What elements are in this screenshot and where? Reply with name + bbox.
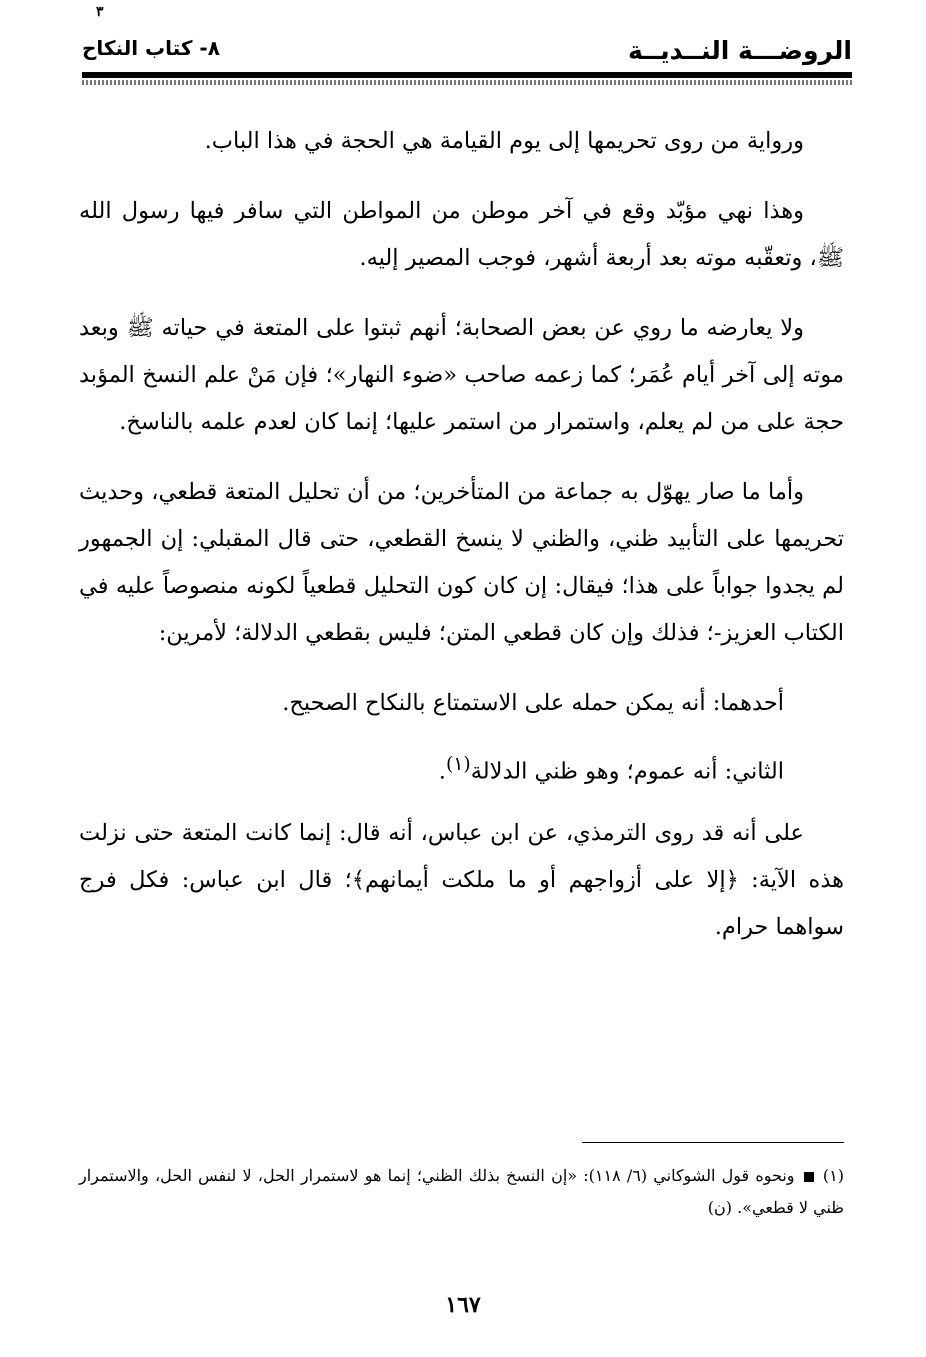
point-first: أحدهما: أنه يمكن حمله على الاستمتاع بالنكاح الصحيح. (282, 690, 784, 716)
paragraph: وأما ما صار يهوّل به جماعة من المتأخرين؛ من أن تحليل المتعة قطعي، وحديث تحريمها على التأبيد ظني، والظني لا ينسخ القطعي، حتى قال المقبلي: إن الجمهور لم يجدوا جواباً على هذا؛ فيقال: إن كان كون التحليل قطعياً لكونه منصوصاً عليه في الكتاب العزيز-؛ فذلك وإن كان قطعي المتن؛ فليس بقطعي الدلالة؛ لأمرين: (79, 479, 844, 646)
paragraph: على أنه قد روى الترمذي، عن ابن عباس، أنه قال: إنما كانت المتعة حتى نزلت هذه الآية: ﴿إلا على أزواجهم أو ما ملكت أيمانهم﴾؛ قال ابن عباس: فكل فرج سواهما حرام. (79, 819, 844, 940)
header-dotted-rule (82, 80, 852, 85)
square-bullet-icon (804, 1172, 814, 1182)
header-rule (82, 72, 852, 78)
footnote-text: ونحوه قول الشوكاني (٦/ ١١٨): «إن النسخ بذلك الظني؛ إنما هو لاستمرار الحل، لا لنفس الحل، والاستمرار ظني لا قطعي». (ن) (79, 1166, 844, 1217)
corner-mark: ٣ (96, 4, 104, 20)
footnote (79, 1160, 844, 1224)
chapter-title: ٨- كتاب النكاح (82, 36, 220, 60)
footnote-marker: (١) (445, 754, 471, 775)
main-text (79, 118, 844, 974)
point-second (79, 741, 844, 796)
point-second-text: الثاني: أنه عموم؛ وهو ظني الدلالة (470, 758, 784, 785)
point-second-end: . (438, 758, 446, 785)
paragraph: وهذا نهي مؤبّد وقع في آخر موطن من المواطن التي سافر فيها رسول الله ﷺ، وتعقّبه موته بعد أربعة أشهر، فوجب المصير إليه. (79, 198, 844, 271)
paragraph: ورواية من روى تحريمها إلى يوم القيامة هي الحجة في هذا الباب. (204, 128, 804, 154)
footnote-rule (582, 1142, 844, 1143)
page-number: ١٦٧ (445, 1292, 481, 1318)
paragraph: ولا يعارضه ما روي عن بعض الصحابة؛ أنهم ثبتوا على المتعة في حياته ﷺ وبعد موته إلى آخر أيام عُمَر؛ كما زعمه صاحب «ضوء النهار»؛ فإن مَنْ علم النسخ المؤبد حجة على من لم يعلم، واستمرار من استمر عليها؛ إنما كان لعدم علمه بالناسخ. (79, 315, 844, 435)
book-title: الروضـــة النــديــة (627, 36, 852, 65)
running-header (82, 36, 852, 76)
footnote-ref: (١) (822, 1166, 844, 1185)
